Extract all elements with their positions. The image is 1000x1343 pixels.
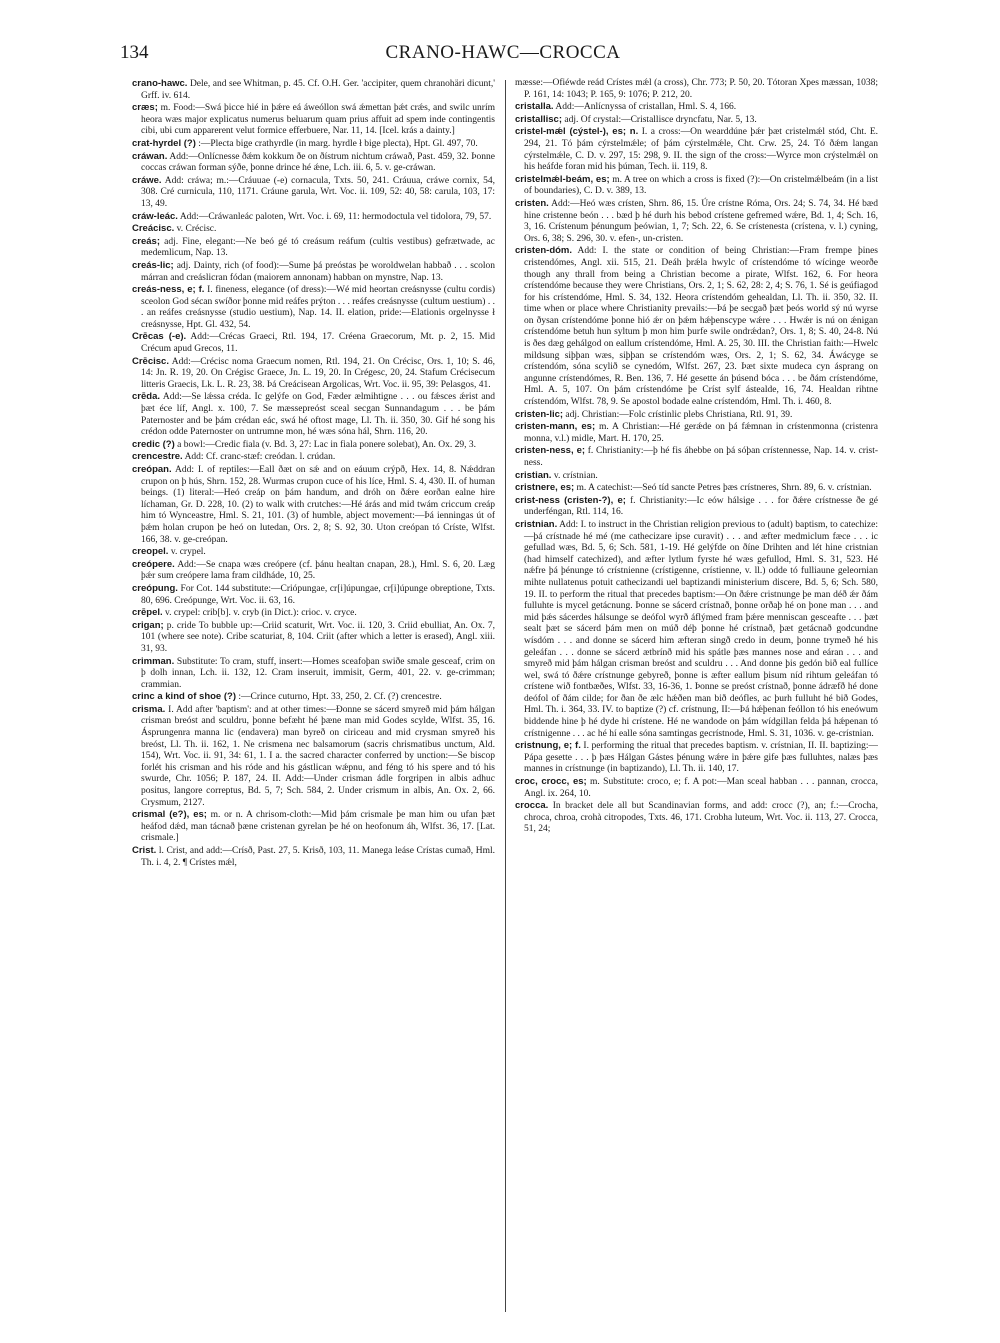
entry-headword: crist-ness (cristen-?), e; [515,494,626,506]
dictionary-entry [132,331,495,355]
entry-body: Add: Cf. cranc-stæf: creódan. l. crúdan. [184,452,336,463]
entry-headword: creás-lic; [132,259,174,271]
entry-headword: cristen-mann, es; [515,421,596,433]
entry-headword: cráwan. [132,150,168,162]
entry-body: For Cot. 144 substitute:—Criópungae, cr[i]úpungae, cr[i]úpunge obreptione, Txts. 80, 696. Creópunge, Wrt. Voc. ii. 63, 16. [141,583,495,606]
dictionary-entry [132,845,495,869]
dictionary-entry [132,211,495,224]
entry-headword: Crēcisc. [132,355,169,367]
entry-body: Add:—Anlícnyssa of cristallan, Hml. S. 4, 166. [555,102,737,113]
entry-body: m. A catechist:—Seó tíd sancte Petres þæs crístneres, Shrn. 89, 6. v. crístnian. [576,483,872,494]
dictionary-entry [515,114,878,127]
dictionary-entry [515,776,878,800]
dictionary-entry [515,409,878,422]
entry-body: m. A Christian:—Hé gerǽde on þá fǽmnan in crístenmonna (cristenra monna, v.l.) midle, Mart. H. 170, 25. [524,422,878,444]
dictionary-entry [132,607,495,620]
entry-headword: creopel. [132,546,169,558]
dictionary-entry [132,284,495,331]
dictionary-entry [132,151,495,175]
entry-headword: creópan. [132,464,172,475]
entry-headword: crēda. [132,391,160,403]
dictionary-entry [132,546,495,559]
entry-headword: cristnere, es; [515,482,575,494]
entry-body: Add:—Onlícnesse ðǽm kokkum ðe on ðístrum nichtum cráwað, Past. 459, 32. Þonne coccas cráwan forman sýðe, þonne drince hé ǽne, Lch. iii. 6, 5. v. ge-cráwan. [141,151,495,174]
entry-headword: creópere. [132,558,175,570]
entry-headword: cristelmǽl-beám, es; [515,173,610,185]
entry-headword: cristen-dóm. [515,245,573,257]
entry-body: m. or n. A chrisom-cloth:—Mid þám crismale þe man him ou ufan þæt heáfod dǽd, man tácnað þæne cristenan gyrelan þe hé on heofonum áh, Wlfst. 36, 17. [Lat. crismale.] [141,810,495,844]
entry-headword: cristen-ness, e; [515,445,586,457]
entry-headword: crencestre. [132,451,183,463]
dictionary-entry [515,445,878,469]
entry-body: I. Add after 'baptism': and at other times:—Ðonne se sácerd smyreð mid þám hálgan crisman breóst and sculdru, þonne befæht hé þæne man mid Godes scylde, Wlfst. 35, 16. Ásprungenra manna lic (endavera) man byreð on ciriceau and mid crysman smyreð his breóst, Ll. Th. ii. 162, 1. Ne crismena nec balsamorum (sacris chrismatibus unctum, Ald. 154), Wrt. Voc. ii. 91, 34: 61, 1. I a. the sacred character conferred by unction:—Se biscop forlét his crisman and his róde and his gástlican wǽpnu, and féng tó his spere and tó his swurde, Chr. 1056; P. 187, 24. II. Add:—Under crisman ádle forgripen in albis adhuc positus, langore correptus, Bd. 5, 7; Sch. 584, 2. Under crismum in albis, An. Ox. 2, 66. Crysmum, 2127. [141,704,495,808]
dictionary-entry [132,356,495,392]
entry-body: v. crypel. [170,547,206,558]
entry-body: Add: I. to instruct in the Christian religion previous to (adult) baptism, to catechize:—þá crístnade hé mé (me cathecizare ipse curavit) . . . and æfter medmiclum fæce . . . ic gefullad wæs, Bd. 5, 6; Sch. 581, 1-19. Hé gelýfde on ðíne Drihten and lét hine cristnian (had himself catechized), and æfter lytlum fyrste hé wæs gefullod, Hml. S. 31, 523. Hé nǽfre þá þénunge tó crístnienne (crístigenne, crístienne, v. ll.) odde tó fulliaune geleornian mihte nullatenus potuit cathecizandi uel baptizandi ministerium discere, Bd. 5, 6; Sch. 580, 19. II. to perform the ritual that precedes baptism:—On ðǽre cristnunge þe man déð ǽr ðám fulluhte is mycel getácnung. Þonne se sácerd crístnað, þonne orðaþ hé on þone man . . . and mid þǽs sácerdes hálsunge se deófol wyrð áflýmed fram þǽre menniscan gesceafte . . . þæt sealt þæt se sácerd þám men on múð déþ þonne hé crístnað, þæt getácnað godcundne wísdóm . . . and donne se sácerd him æfteran singð credo in deum, þonne trymeð hé his geleáfan . . . donne se sácerd ætbrínð mid his spátle þæs mannes nose and eáran . . . and smyreð mid þám hálgan crisman breóst and sculdru . . . And donne þis gedón bið eal fullíce wel, swá tó ðǽre crístnunge gebyreð, þonne is æfter eallum þisum níd rihtum geleáfan tó crístene wið fontbæðes, Wlfst. 33, 16-36, 1. Þonne se preóst crístnað, þonne ádræfð hé done deófol of ðám cilde; for ðan ðe ælc hǽðen man bið deófles, ac þurh fulluht hé bið Godes, Hml. Th. i. 364, 33. IV. to baptize (?) cf. crístnung, II:—Þá hǽþenan feóllon tó his eneówum biddende hine þ hé dyde hi crístene. Hé ne wandode on þám wídgillan felda þá hǽpenan tó crístnigenne . . . ac hé hí ealle sóna samtingas gecrístnode, Hml. S. 31, 1036. v. ge-crístnian. [524,519,878,739]
entry-body: adj. Fine, elegant:—Ne beó gé tó creásum reáfum (cultis vestibus) gefrætwade, ac medemlicum, Nap. 13. [141,236,495,259]
dictionary-entry [515,519,878,740]
entry-body: I. performing the ritual that precedes baptism. v. crístnian, II. II. baptizing:—Pápa gesette . . . þ þæs Hálgan Gástes þénung wǽre in þǽre gife þæs fulluhtes, nalæs þæs mannes in crístnunge (in baptizando), Ll. Th. ii. 140, 17. [524,741,878,775]
entry-body: m. Food:—Swá þicce hié in þǽre eá áweóllon swá ǽmettan þǽt crǽs, and swilc unrím heora wæs major explicatus numerus beluarum quam prius affuit ad spem inde contingentis cibi, ubi cum apparerent velut formice efferbuere, Nar. 11, 14. [Icel. krás a dainty.] [141,103,495,137]
page-number: 134 [120,42,149,63]
entry-body: Dele, and see Whitman, p. 45. Cf. O.H. Ger. 'accipiter, quem chranohäri dicunt,' Grff. iv. 614. [141,79,495,101]
dictionary-entry [132,704,495,809]
entry-headword: cristen. [515,197,549,209]
entry-headword: croc, crocc, es; [515,776,587,788]
entry-body: Add: I. of reptiles:—Eall ðæt on sǽ and on eáuum crýpð, Hex. 14, 8. Nǽddran crupon on þ hús, Shrn. 152, 28. Wurmas crupon cuce of his líce, Hml. S. 4, 430. II. of human beings. (1) literal:—Heó creáp on þám handum, and dróh on ðǽre eorðan ealne hire líchaman, Gr. D. 228, 10. (2) to walk with crutches:—Hé árás and mid twám criccum creáp him tó Wynceastre, Hml. S. 21, 101. (3) of humble, abject movement:—Þá ienningas út of þǽm holan crupon þe heó on lutedan, Ors. 2, 8; S. 92, 30. Uton creópan tó Críste, Wlfst. 166, 38. v. ge-creópan. [141,465,495,545]
page-header [120,42,886,68]
entry-headword: Crist. [132,845,157,856]
entry-headword: crocca. [515,800,549,812]
entry-headword: Crēcas (-e). [132,331,187,343]
dictionary-entry [132,620,495,656]
dictionary-entry [132,656,495,692]
entry-body: adj. Christian:—Folc crístinlic plebs Christiana, Rtl. 91, 39. [565,409,793,420]
dictionary-entry [515,78,878,101]
entry-body: :—Plecta bige crathyrdle (in marg. hyrdle ł bige plecta), Hpt. Gl. 497, 70. [198,138,478,149]
entry-headword: cristel-mǽl (cýstel-), es; n. [515,126,639,138]
entry-body: adj. Dainty, rich (of food):—Sume þá preóstas þe woroldwelan habbað . . . scolon márran and creáslicran fódan (maiorem annonam) habban on mynstre, Nap. 13. [141,260,495,283]
dictionary-entry [515,126,878,173]
entry-body: m. A tree on which a cross is fixed (?):—On cristelmǽlbeám (in a list of boundaries), C. D. v. 389, 13. [524,174,878,197]
dictionary-entry [132,78,495,102]
entry-body: I. fineness, elegance (of dress):—Wé mid heortan creásnysse (cultu cordis) sceolon God sécan swíðor þonne mid reáfes prýton . . . reáfes creásnysse (cultum uestium) . . . an reáfes creásnysse (studio uestium), Nap. 14. II. elation, pride:—Elationis orgelnysse ł creásnysse, Hpt. Gl. 432, 54. [141,285,495,330]
entry-headword: crēpel. [132,607,163,619]
entry-body: v. crístnian. [553,470,598,481]
entry-headword: cristnian. [515,518,558,530]
entry-headword: cráw-leác. [132,210,178,222]
dictionary-entry [132,451,495,464]
entry-headword: crismal (e?), es; [132,809,207,821]
entry-body: v. crypel: crib[b]. v. cryb (in Dict.): crioc. v. cryce. [165,608,357,619]
entry-body: f. Christianity:—Ic eów hálsige . . . for ðǽre crístnesse ðe gé underféngan, Rtl. 114, 16. [524,495,878,518]
entry-headword: crano-hawc. [132,78,188,89]
dictionary-entry [132,223,495,236]
entry-body: Add:—Cráwanleác paloten, Wrt. Voc. i. 69, 11: hermodoctula vel tidolora, 79, 57. [179,211,492,222]
entry-body: l. Crist, and add:—Crísð, Past. 27, 5. Krisð, 103, 11. Manega leáse Crístas cumað, Hml. Th. i. 4, 2. ¶ Crístes mǽl, [141,846,495,868]
dictionary-entry [132,559,495,583]
dictionary-entry [515,245,878,408]
entry-body: In bracket dele all but Scandinavian forms, and add: crocc (?), an; f.:—Crocha, chroca, chroa, crohà citropodes, Txts. 46, 171. Crobha luteum, Wrt. Voc. ii. 113, 27. Crocca, 51, 24; [524,801,878,835]
dictionary-entry [132,809,495,845]
entry-headword: creás; [132,235,160,247]
entry-body: m. Substitute: croco, e; f. A pot:—Man sceal habban . . . pannan, crocca, Angl. ix. 264, 10. [524,777,878,799]
entry-body: Add:—Crécisc noma Graecum nomen, Rtl. 194, 21. On Crécisc, Ors. 1, 10; S. 46, 14: Jn. R. 19, 20. On Crégisc Graece, Jn. L. 19, 20. In Crégesc, 20, 24. Stafum Crécisecum litteris Graecis, Lk. L. R. 23, 38. Þá Creácisean Argolicas, Wrt. Voc. ii. 95, 39: Pelasgos, 41. [141,356,495,390]
entry-headword: crimman. [132,655,175,667]
entry-headword: creás-ness, e; f. [132,284,205,296]
dictionary-entry [132,175,495,211]
dictionary-entry [515,482,878,495]
column-divider [505,80,506,1312]
dictionary-entry [132,102,495,138]
entry-body: Substitute: To cram, stuff, insert:—Homes sceafoþan swiðe smale gesceaf, crim on þ dolh innan, Lch. ii. 132, 12. Cram inseruit, immisit, Germ, 401, 22. v. ge-crimman; crammian. [141,656,495,690]
left-column [132,78,495,1318]
entry-body: Add: I. the state or condition of being Christian:—Fram frempe þines cristendómes, Angl. xii. 515, 21. Deáh þrǽla hwylc of crístendóme tó wícinge weorðe though any thrall from being a Christian become a pirate, Wlfst. 162, 6. For heora crístendóme because they were Christians, Ors. 2, 1; S. 62, 28: 2, 4; S. 76, 1. Sé is geúfiagod for his crístendóme, Hml. S. 34, 132. Heora crístendóm gehealdan, Ll. Th. ii. 350, 32. II. time when or place where Christianity prevails:—Þá þe secgað þæt þeós world sý nú wyrse on ðysan crístendóme þonne hió ǽr on þǽm hǽþenscype wǽre . . . Hwǽr is nú on ǽnigan crístendóme betuh hun syltum þ mon him þurfe swile ondrǽdan?, Ors. 1, 8; S. 40, 24-8. Nú is ðes dæg gehálgod on eallum crístendóme, Hml. A. 25, 30. III. the Christian faith:—Hwelc mildsung siþþan wæs, siþþan se crístendóm wæs, Ors. 2, 1; S. 62, 34. Áwácyge se crístendóm, sóna scylið se cynedóm, Wlfst. 267, 23. Þæt sixte mudeca cyn ásprang on angunne crístendómes, R. Ben. 136, 7. Hé gesette án þúsend bóca . . . be ðám crístendóme, Hml. A. 5, 107. On þám crístendóme þe Críst sylf ástealde, 16, 74. Healdan rihtne crístendóm, Wlfst. 78, 9. Se apostol bodade ealne crístendóm, Hml. Th. i. 460, 8. [524,246,878,408]
entry-body: f. Christianity:—þ hé fis áhebbe on þá sóþan crístennesse, Nap. 14. v. crist-ness. [524,446,878,468]
entry-headword: crisma. [132,703,166,715]
entry-headword: cristen-lic; [515,408,564,420]
dictionary-entry [132,464,495,546]
right-column [515,78,878,1318]
dictionary-entry [515,495,878,519]
dictionary-entry [132,391,495,438]
dictionary-entry [132,583,495,607]
dictionary-entry [132,260,495,284]
dictionary-entry [515,174,878,198]
entry-headword: cræs; [132,102,158,114]
entry-body: p. cride To bubble up:—Criid scaturit, Wrt. Voc. ii. 120, 3. Criid ebulliat, An. Ox. 7, 101 (where see note). Cribe scaturiat, 8, 104. Criit (after which a letter is erased), Angl. xiii. 31, 93. [141,620,495,654]
dictionary-columns [132,78,882,1318]
entry-body: adj. Of crystal:—Cristallisce dryncfatu, Nar. 5, 13. [564,114,757,125]
dictionary-entry [132,236,495,260]
entry-body: mæsse:—Ofiéwde reád Crístes mǽl (a cross), Chr. 773; P. 50, 20. Tótoran Xpes mæssan, 1038; P. 161, 14: 1043; P. 165, 9: 1076; P. 212, 20. [515,78,878,100]
dictionary-entry [515,470,878,483]
dictionary-entry [515,800,878,836]
entry-headword: cráwe. [132,174,162,186]
entry-body: v. Crécisc. [176,224,217,235]
entry-headword: cristalla. [515,101,554,113]
entry-headword: crinc a kind of shoe (?) [132,691,236,703]
entry-headword: crigan; [132,619,164,631]
entry-headword: credic (?) [132,438,175,450]
entry-headword: cristnung, e; f. [515,740,581,752]
entry-body: :—Crince cuturno, Hpt. 33, 250, 2. Cf. (?) crencestre. [238,692,442,703]
entry-headword: cristallisc; [515,113,562,125]
entry-body: I. a cross:—On wearddúne þǽr þæt cristelmǽl stód, Cht. E. 294, 21. Tó þám cýrstelmǽle; of þám cýrstelmǽle, Cht. Crw. 25, 24. Tó ðǽm langan cýrstelmǽle, C. D. v. 297, 15: 298, 9. II. the sign of the cross:—Wyrce mon crýstelmǽl on his heáfde foran mid his þúman, Tech. ii. 119, 8. [524,127,878,173]
entry-headword: Creácisc. [132,223,175,235]
entry-body: Add:—Crécas Graeci, Rtl. 194, 17. Créena Graecorum, Mt. p. 2, 15. Mid Crécum apud Grecos, 11. [141,332,495,355]
entry-headword: cristian. [515,469,552,481]
entry-headword: creópung. [132,582,178,594]
running-head: CRANO-HAWC—CROCCA [385,42,621,63]
dictionary-entry [515,421,878,445]
entry-body: Add: cráwa; m.:—Cráuuae (-e) cornacula, Txts. 50, 241. Cráuua, cráwe cornix, 54, 308. Cré curnicula, 110, 1171. Cráune garula, Wrt. Voc. ii. 109, 52: 40, 58: carula, 103, 17: 13, 49. [141,175,495,209]
entry-body: Add:—Se lǽssa créda. Ic gelýfe on God, Fæder ælmihtigne . . . ou fǽsces ǽrist and þæt éce líf, Angl. x. 100, 7. Se mæssepreóst sceal secgan Sunnandagum . . . be þám Paternoster and be þám crédan eác, swá hé oftost mage, Ll. Th. ii. 350, 30. Gif hé song his crédon odde Paternoster on untrumne mon, hé wæs sóna hál, Shrn. 116, 20. [141,392,495,438]
entry-body: a bowl:—Credic fiala (v. Bd. 3, 27: Lac in fiala ponere solebat), An. Ox. 29, 3. [177,439,476,450]
dictionary-entry [132,138,495,151]
dictionary-entry [515,740,878,776]
entry-body: Add:—Heó wæs crísten, Shrn. 86, 15. Úre crístne Róma, Ors. 24; S. 74, 34. Hé bæd hine cristenne beón . . . bæd þ hé durh his bebod crístene gefremed wǽre, Bd. 1, 4; Sch. 16, 3, 16. Crístenum þénungum þeówian, 1, 7; Sch. 22, 6. Se crístenesta (crístena, v. l.) cyning, Ors. 6, 38; S. 296, 30. v. efen-, un-cristen. [524,198,878,244]
entry-headword: crat-hyrdel (?) [132,137,196,149]
dictionary-entry [515,198,878,245]
dictionary-entry [132,691,495,704]
entry-body: Add:—Se cnapa wæs creópere (cf. þánu healtan cnapan, 28.), Hml. S. 6, 20. Læg þǽr sum creópere lama fram cildháde, 10, 25. [141,559,495,582]
dictionary-entry [132,439,495,452]
dictionary-entry [515,101,878,114]
